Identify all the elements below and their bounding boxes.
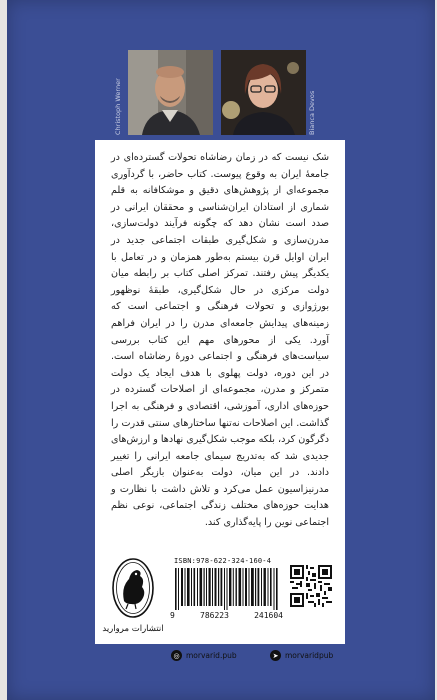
barcode-digit-group-2: 241604 (254, 611, 283, 620)
barcode-digit-group-1: 786223 (200, 611, 229, 620)
telegram-icon: ➤ (270, 650, 281, 661)
publisher-name: انتشارات مروارید (102, 624, 164, 634)
telegram-handle (270, 648, 333, 663)
author-caption-right: Bianca Devos (308, 90, 316, 135)
barcode-digits (170, 611, 283, 620)
instagram-icon: ◎ (171, 650, 182, 661)
book-description: شک نیست که در زمان رضاشاه تحولات گسترده‌ای در جامعهٔ ایران به وقوع پیوست. کتاب حاضر، با گردآوری مجموعه‌ای از پژوهش‌های دقیق و موشکافانه به قلم شماری از استادان ایران‌شناسی و محققان ایرانی در صدد است نشان دهد که چگونه فرآیند دولت‌سازی، مدرن‌سازی و شکل‌گیری طبقات اجتماعی جدید در ایران اوایل قرن بیستم به‌طور همزمان و در تعامل با یکدیگر پیش رفتند. تمرکز اصلی کتاب بر رابطه میان دولت مرکزی در حال شکل‌گیری، طبقهٔ نوظهور بورژوازی و تحولات فرهنگی و اجتماعی است که زمینه‌های پیدایش جامعه‌ای مدرن را در ایران فراهم آورد. یکی از محورهای مهم این کتاب بررسی سیاست‌های فرهنگی و اجتماعی دورهٔ رضاشاه است. در این دوره، دولت پهلوی با هدف ایجاد یک دولت متمرکز و مدرن، مجموعه‌ای از اصلاحات گسترده در حوزه‌های اداری، آموزشی، اقتصادی و فرهنگی به اجرا گذاشت. این اصلاحات نه‌تنها ساختارهای سنتی قدرت را دگرگون کرد، بلکه موجب شکل‌گیری نهادها و ارزش‌های جدیدی شد که به‌تدریج سیمای جامعه ایرانی را تغییر دادند. در این میان، دولت به‌عنوان بازیگر اصلی مدرنیزاسیون عمل می‌کرد و تلاش داشت با نظارت و هدایت حوزه‌های مختلف زندگی اجتماعی، نوعی نظم اجتماعی نوین را پایه‌گذاری کند. (111, 152, 329, 529)
instagram-handle (171, 648, 237, 663)
author-photo-right (221, 50, 306, 135)
barcode-digit-prefix: 9 (170, 611, 175, 620)
isbn-barcode (175, 568, 280, 614)
instagram-handle-text: morvarid.pub (186, 651, 237, 660)
telegram-handle-text: morvaridpub (285, 651, 334, 660)
author-caption-left: Christoph Werner (114, 78, 122, 135)
author-photo-left (128, 50, 213, 135)
publisher-logo (111, 557, 155, 623)
qr-code (290, 565, 332, 611)
isbn-label: ISBN:978-622-324-160-4 (174, 557, 272, 565)
